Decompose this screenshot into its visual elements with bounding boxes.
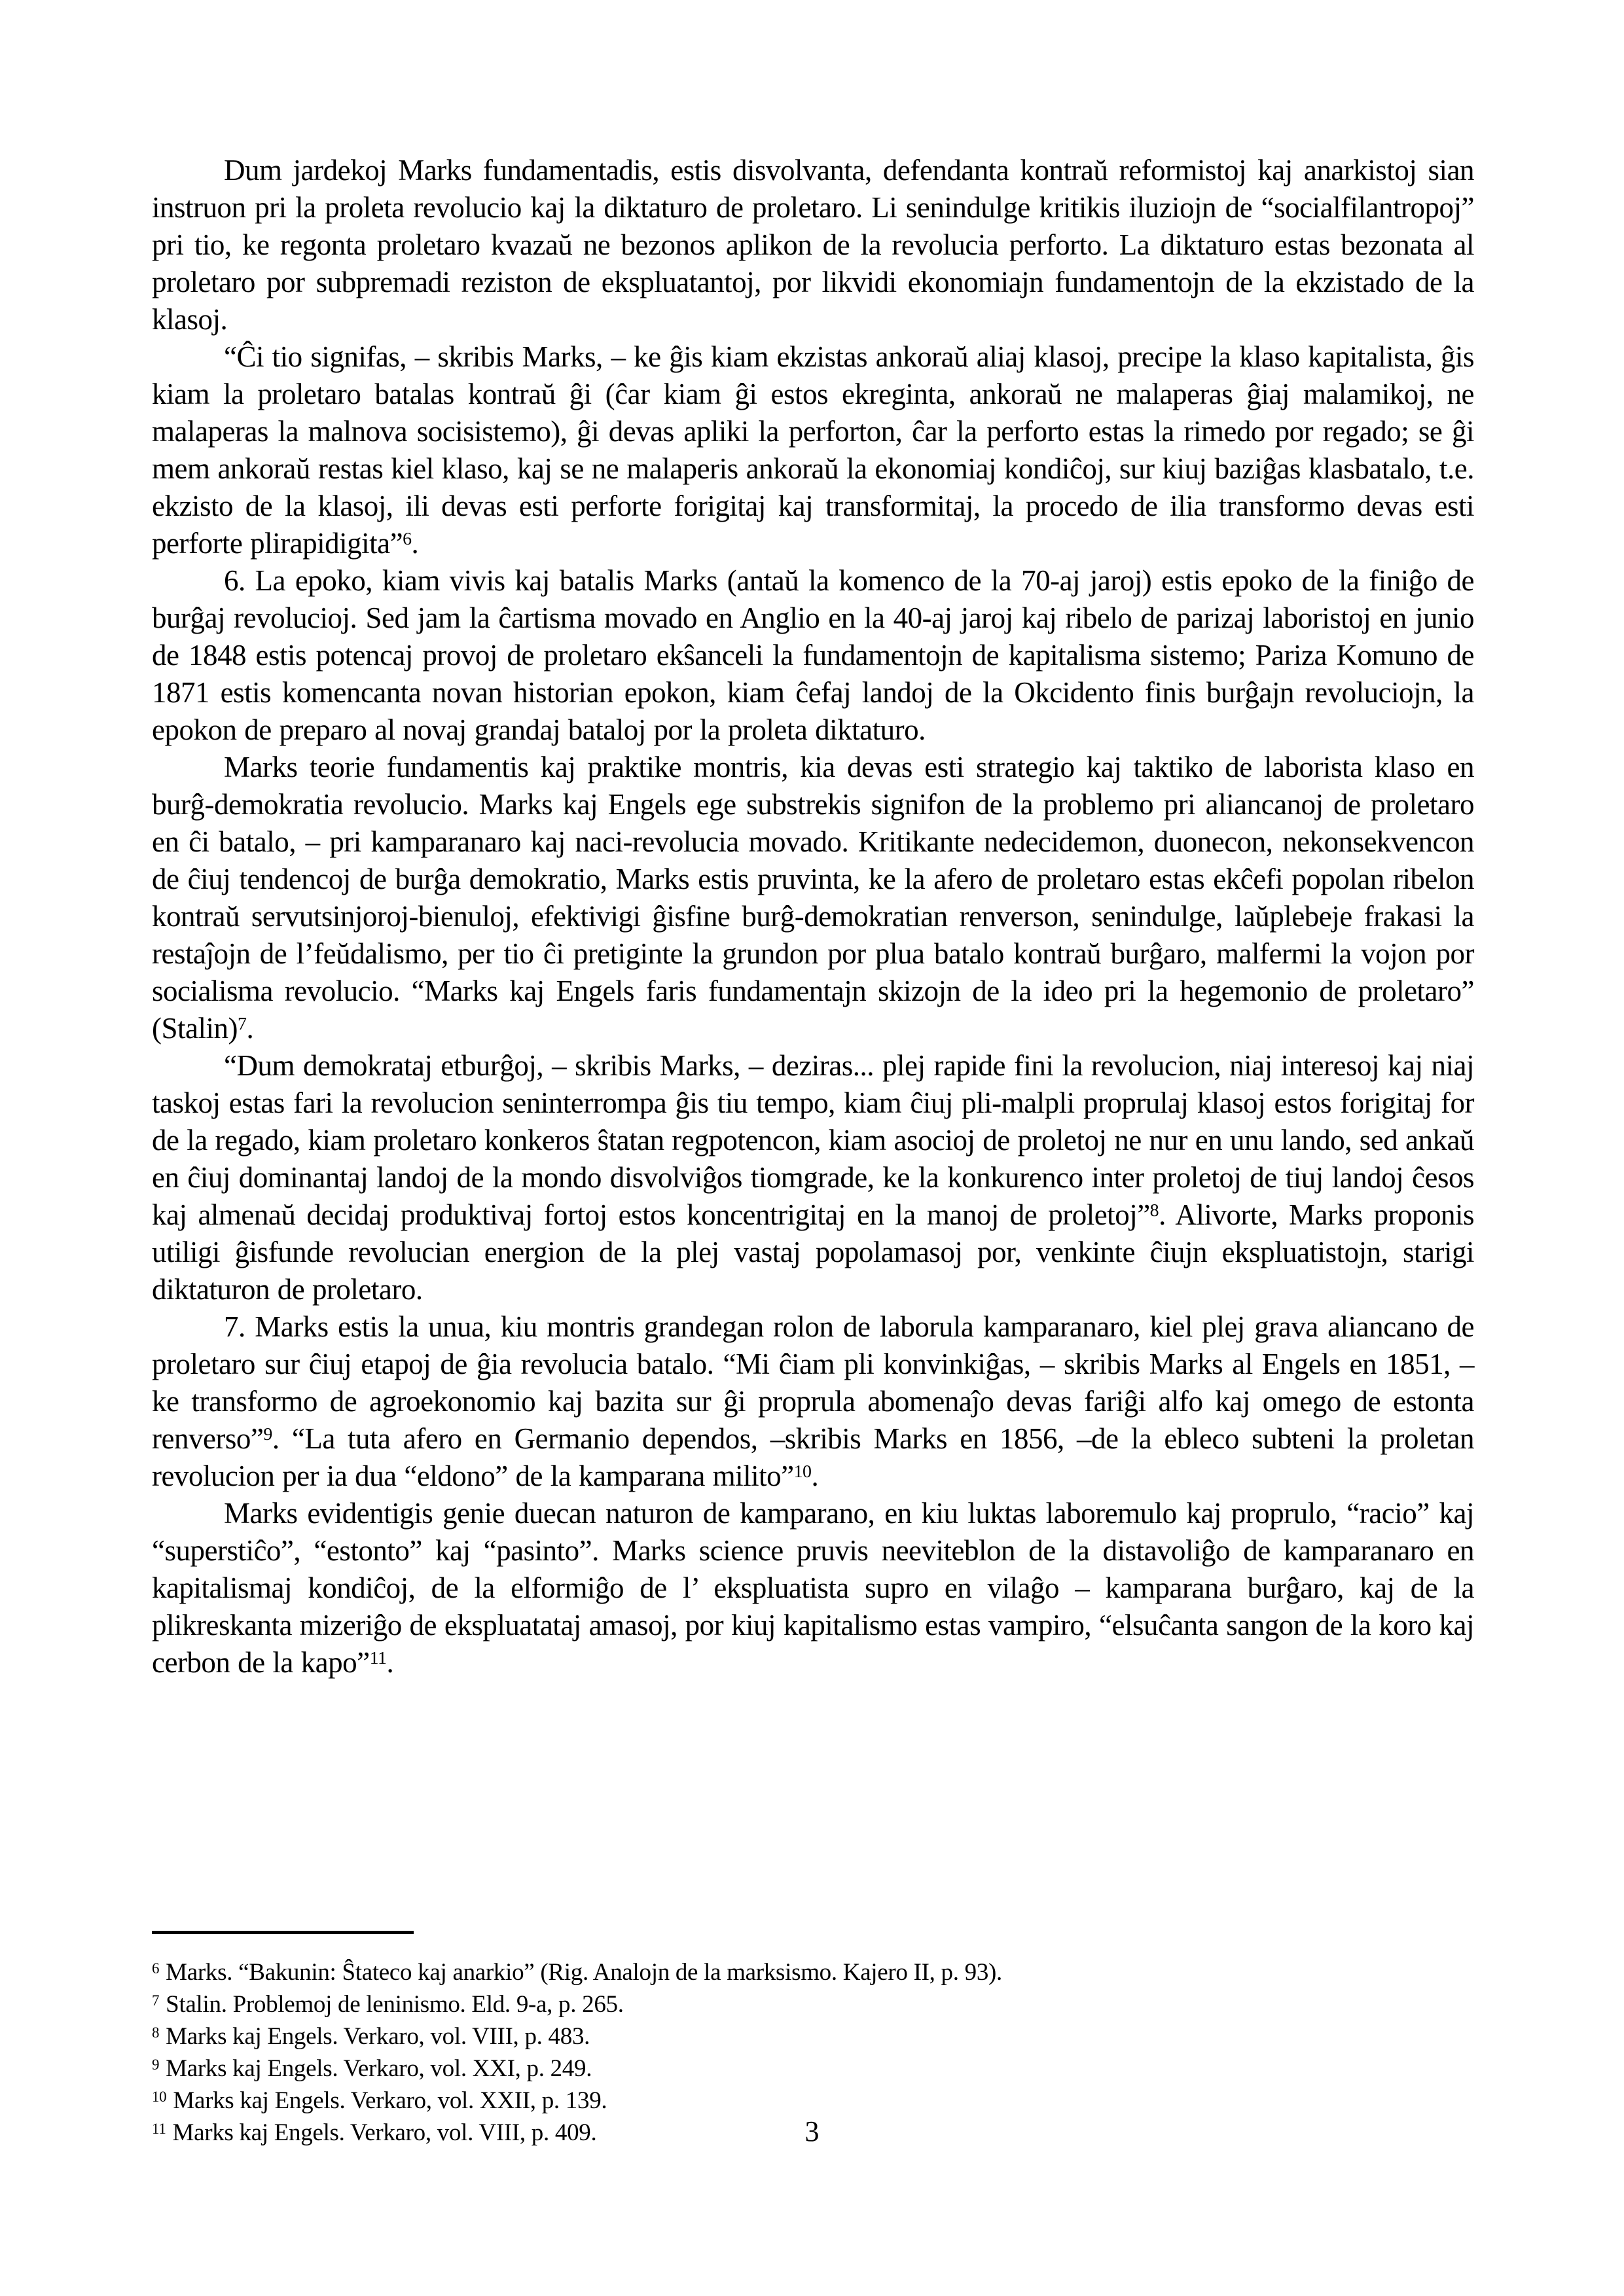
text-segment: .: [386, 1646, 394, 1679]
paragraph-6: [152, 1308, 1474, 1495]
footnote-marker: 10: [152, 2088, 167, 2105]
body-text: [152, 152, 1474, 1681]
text-segment: . Alivorte, Marks proponis utiligi ĝisfunde revolucian energion de la plej vastaj popolamasoj por, venkinte ĉiujn ekspluatistojn, starigi diktaturon de proletaro.: [152, 1198, 1474, 1306]
footnote-ref: 9: [263, 1424, 272, 1445]
footnote-ref: 11: [369, 1648, 387, 1669]
footnote-marker: 9: [152, 2056, 160, 2073]
footnote-separator: [152, 1931, 414, 1934]
footnote-text: Marks. “Bakunin: Ŝtateco kaj anarkio” (Rig. Analojn de la marksismo. Kajero II, p. 93).: [166, 1959, 1002, 1986]
paragraph-2: [152, 338, 1474, 562]
text-segment: Dum jardekoj Marks fundamentadis, estis disvolvanta, defendanta kontraŭ reformistoj kaj anarkistoj sian instruon pri la proleta revolucio kaj la diktaturo de proletaro. Li senindulge kritikis iluziojn de “socialfilantropoj” pri tio, ke regonta proletaro kvazaŭ ne bezonos aplikon de la revolucia perforto. La diktaturo estas bezonata al proletaro por subpremadi reziston de ekspluatantoj, por likvidi ekonomiajn fundamentojn de la ekzistado de la klasoj.: [152, 154, 1474, 336]
footnote-marker: 8: [152, 2024, 160, 2041]
footnote-marker: 6: [152, 1960, 160, 1977]
footnote-text: Marks kaj Engels. Verkaro, vol. XXI, p. 249.: [166, 2055, 592, 2082]
paragraph-4: [152, 749, 1474, 1047]
text-segment: . “La tuta afero en Germanio dependos, –skribis Marks en 1856, –de la ebleco subteni la proletan revolucion per ia dua “eldono” de la kamparana milito”: [152, 1422, 1474, 1492]
footnote-text: Stalin. Problemoj de leninismo. Eld. 9-a, p. 265.: [166, 1991, 624, 2018]
footnote-marker: 11: [152, 2120, 166, 2137]
footnote-text: Marks kaj Engels. Verkaro, vol. VIII, p. 409.: [172, 2119, 597, 2146]
footnote-9: [152, 2053, 1474, 2085]
footnote-ref: 7: [237, 1014, 247, 1035]
paragraph-5: [152, 1047, 1474, 1308]
footnote-text: Marks kaj Engels. Verkaro, vol. XXII, p. 139.: [173, 2087, 607, 2114]
text-segment: “Ĉi tio signifas, – skribis Marks, – ke ĝis kiam ekzistas ankoraŭ aliaj klasoj, precipe la klaso kapitalista, ĝis kiam la proletaro batalas kontraŭ ĝi (ĉar kiam ĝi estos ekreginta, ankoraŭ ne malaperas ĝiaj malamikoj, ne malaperas la malnova socisistemo), ĝi devas apliki la perforton, ĉar la perforto estas la rimedo por regado; se ĝi mem ankoraŭ restas kiel klaso, kaj se ne malaperis ankoraŭ la ekonomiaj kondiĉoj, sur kiuj baziĝas klasbatalo, t.e. ekzisto de la klasoj, ili devas esti perforte forigitaj kaj transformitaj, la procedo de ilia transformo devas esti perforte plirapidigita”: [152, 340, 1474, 560]
text-segment: “Dum demokrataj etburĝoj, – skribis Marks, – deziras... plej rapide fini la revolucion, niaj interesoj kaj niaj taskoj estas fari la revolucion seninterrompa ĝis tiu tempo, kiam ĉiuj pli-malpli proprulaj klasoj estos forigitaj for de la regado, kiam proletaro konkeros ŝtatan regpotencon, kiam asocioj de proletoj ne nur en unu lando, sed ankaŭ en ĉiuj dominantaj landoj de la mondo disvolviĝos tiomgrade, ke la konkurenco inter proletoj de tiuj landoj ĉesos kaj almenaŭ decidaj produktivaj fortoj estos koncentrigitaj en la manoj de proletoj”: [152, 1049, 1474, 1231]
footnote-10: [152, 2085, 1474, 2117]
text-segment: 6. La epoko, kiam vivis kaj batalis Marks (antaŭ la komenco de la 70-aj jaroj) estis epoko de la finiĝo de burĝaj revolucioj. Sed jam la ĉartisma movado en Anglio en la 40-aj jaroj kaj ribelo de parizaj laboristoj en junio de 1848 estis potencaj provoj de proletaro ekŝanceli la fundamentojn de kapitalisma sistemo; Pariza Komuno de 1871 estis komencanta novan historian epokon, kiam ĉefaj landoj de la Okcidento finis burĝajn revoluciojn, la epokon de preparo al novaj grandaj bataloj por la proleta diktaturo.: [152, 564, 1474, 746]
text-segment: .: [411, 527, 419, 560]
text-segment: 7. Marks estis la unua, kiu montris grandegan rolon de laborula kamparanaro, kiel plej grava aliancano de proletaro sur ĉiuj etapoj de ĝia revolucia batalo. “Mi ĉiam pli konvinkiĝas, – skribis Marks al Engels en 1851, – ke transformo de agroekonomio kaj bazita sur ĝi proprula abomenaĵo devas fariĝi alfo kaj omego de estonta renverso”: [152, 1310, 1474, 1455]
footnote-ref: 8: [1149, 1200, 1159, 1221]
footnote-7: [152, 1988, 1474, 2020]
page-number: 3: [804, 2115, 820, 2147]
text-segment: Marks evidentigis genie duecan naturon de kamparano, en kiu luktas laboremulo kaj proprulo, “racio” kaj “superstiĉo”, “estonto” kaj “pasinto”. Marks science pruvis neeviteblon de la distavoliĝo de kamparanaro en kapitalismaj kondiĉoj, de la elformiĝo de l’ ekspluatista supro en vilaĝo – kamparana burĝaro, kaj de la plikreskanta mizeriĝo de ekspluatataj amasoj, por kiuj kapitalismo estas vampiro, “elsuĉanta sangon de la koro kaj cerbon de la kapo”: [152, 1497, 1474, 1679]
footnote-text: Marks kaj Engels. Verkaro, vol. VIII, p. 483.: [166, 2023, 590, 2050]
footnote-ref: 10: [793, 1462, 812, 1482]
text-segment: .: [811, 1460, 819, 1492]
text-segment: .: [246, 1012, 254, 1045]
paragraph-1: [152, 152, 1474, 338]
text-segment: Marks teorie fundamentis kaj praktike montris, kia devas esti strategio kaj taktiko de laborista klaso en burĝ-demokratia revolucio. Marks kaj Engels ege substrekis signifon de la problemo pri aliancanoj de proletaro en ĉi batalo, – pri kamparanaro kaj naci-revolucia movado. Kritikante nedecidemon, duonecon, nekonsekvencon de ĉiuj tendencoj de burĝa demokratio, Marks estis pruvinta, ke la afero de proletaro estas ekĉefi popolan ribelon kontraŭ servutsinjoroj-bienuloj, efektivigi ĝisfine burĝ-demokratian renverson, senindulge, laŭplebeje frakasi la restaĵojn de l’feŭdalismo, per tio ĉi pretiginte la grundon por plua batalo kontraŭ burĝaro, malfermi la vojon por socialisma revolucio. “Marks kaj Engels faris fundamentajn skizojn de la ideo pri la hegemonio de proletaro” (Stalin): [152, 751, 1474, 1045]
footnote-6: [152, 1956, 1474, 1988]
paragraph-3: [152, 562, 1474, 749]
footnote-8: [152, 2020, 1474, 2053]
paragraph-7: [152, 1495, 1474, 1681]
footnote-ref: 6: [403, 529, 412, 550]
footnote-marker: 7: [152, 1992, 160, 2009]
